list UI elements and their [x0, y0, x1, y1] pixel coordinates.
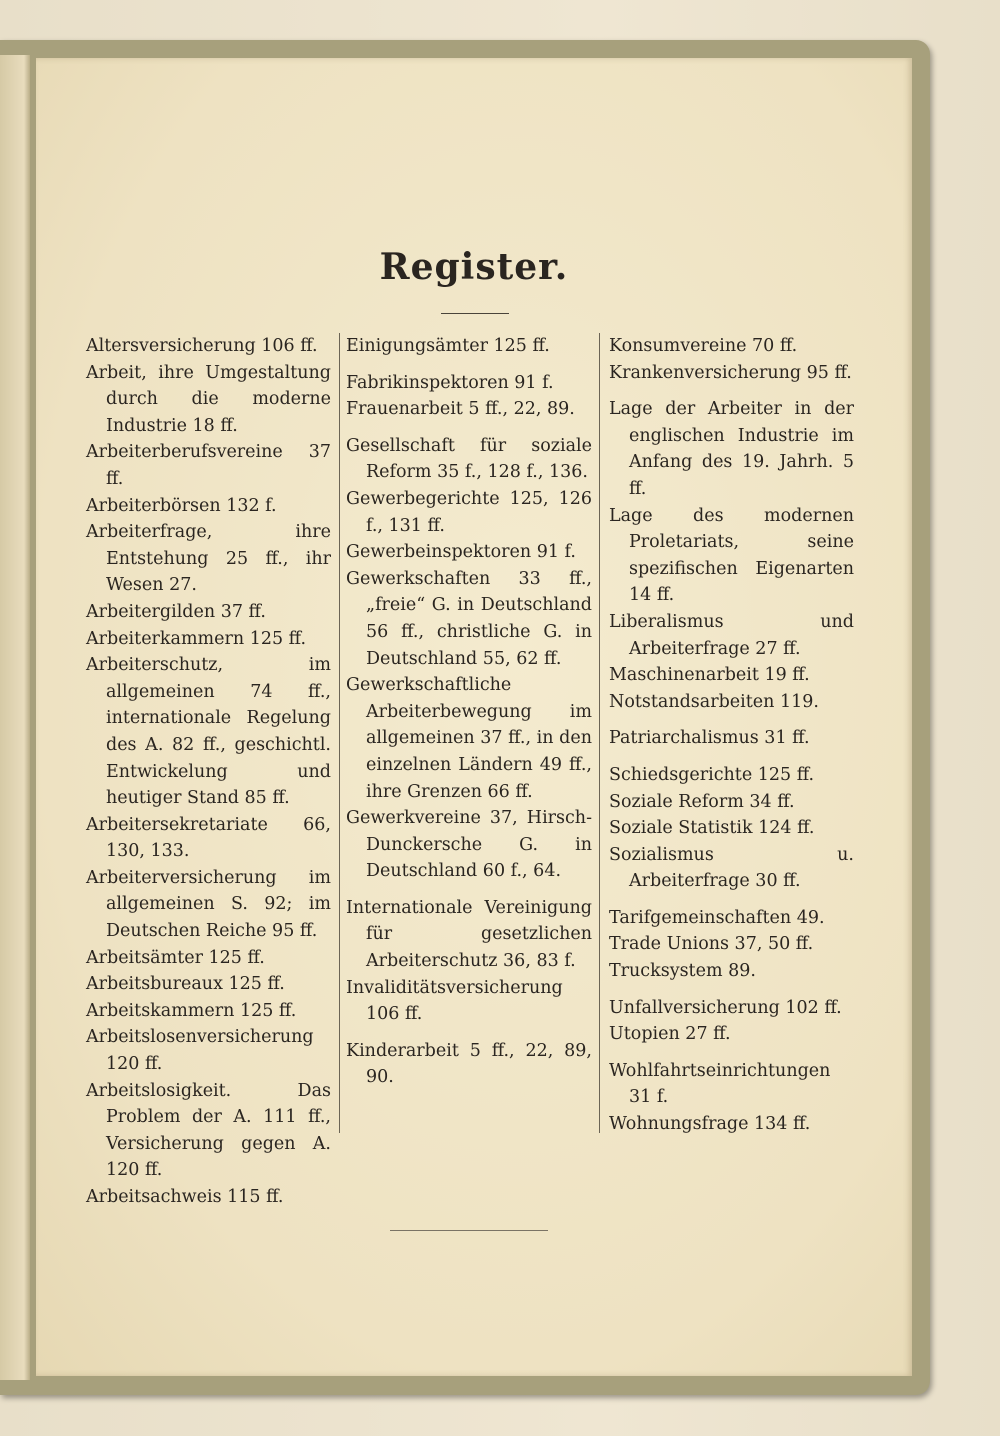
index-entry: Gewerkschaftliche Arbeiterbewegung im allgemeinen 37 ff., in den einzelnen Ländern 49 ff., ihre Grenzen 66 ff. — [346, 675, 592, 802]
index-entry: Arbeiterbörsen 132 f. — [86, 495, 277, 516]
index-entry: Invaliditätsversicherung 106 ff. — [346, 977, 563, 1025]
index-entry: Fabrikinspektoren 91 f. — [346, 372, 554, 393]
index-entry: Krankenversicherung 95 ff. — [609, 362, 852, 383]
index-entry: Kinderarbeit 5 ff., 22, 89, 90. — [346, 1040, 592, 1088]
index-entry: Arbeiterkammern 125 ff. — [86, 628, 307, 649]
index-entry: Liberalismus und Arbeiterfrage 27 ff. — [609, 611, 854, 659]
index-entry: Soziale Statistik 124 ff. — [609, 818, 815, 839]
index-entry: Arbeiterfrage, ihre Entstehung 25 ff., ihr Wesen 27. — [86, 522, 331, 596]
index-entry: Arbeitsbureaux 125 ff. — [86, 974, 285, 995]
index-entry: Arbeiterberufsvereine 37 ff. — [86, 442, 331, 489]
column-divider — [599, 333, 600, 1133]
index-entry: Gewerbeinspektoren 91 f. — [346, 542, 576, 563]
index-entry: Arbeitersekretariate 66, 130, 133. — [86, 814, 331, 862]
index-column-2 — [346, 333, 592, 1091]
index-entry: Arbeiterversicherung im allgemeinen S. 92; im Deutschen Reiche 95 ff. — [86, 867, 331, 942]
index-entry: Arbeiterschutz, im allgemeinen 74 ff., internationale Regelung des A. 82 ff., geschichtl. Entwickelung und heutiger Stand 85 ff. — [86, 655, 331, 809]
page-title: Register. — [379, 246, 569, 288]
index-column-3 — [609, 333, 854, 1138]
index-entry: Lage der Arbeiter in der englischen Industrie im Anfang des 19. Jahrh. 5 ff. — [609, 399, 854, 499]
index-entry: Wohlfahrtseinrichtungen 31 f. — [609, 1060, 831, 1108]
index-entry: Utopien 27 ff. — [609, 1024, 731, 1045]
index-entry: Gewerkschaften 33 ff., „freie“ G. in Deutschland 56 ff., christliche G. in Deutschland 55, 62 ff. — [346, 568, 592, 669]
index-entry: Trade Unions 37, 50 ff. — [609, 934, 814, 955]
column-divider — [339, 333, 340, 1133]
index-entry: Arbeitergilden 37 ff. — [86, 601, 266, 622]
index-entry: Internationale Vereinigung für gesetzlichen Arbeiterschutz 36, 83 f. — [346, 897, 592, 972]
index-entry: Arbeitslosigkeit. Das Problem der A. 111 ff., Versicherung gegen A. 120 ff. — [86, 1080, 331, 1181]
index-entry: Konsumvereine 70 ff. — [609, 336, 798, 356]
index-entry: Wohnungsfrage 134 ff. — [609, 1114, 811, 1135]
index-entry: Frauenarbeit 5 ff., 22, 89. — [346, 399, 575, 420]
index-entry: Maschinenarbeit 19 ff. — [609, 665, 810, 686]
index-entry: Gewerkvereine 37, Hirsch-Dunckersche G. in Deutschland 60 f., 64. — [346, 808, 592, 882]
index-column-1 — [86, 333, 331, 1211]
title-rule — [441, 313, 509, 314]
index-entry: Unfallversicherung 102 ff. — [609, 997, 842, 1018]
index-entry: Patriarchalismus 31 ff. — [609, 728, 810, 749]
index-entry: Arbeitslosenversicherung 120 ff. — [86, 1027, 314, 1075]
book-page — [36, 58, 912, 1376]
index-entry: Tarifgemeinschaften 49. — [609, 907, 825, 928]
index-entry: Lage des modernen Proletariats, seine spezifischen Eigenarten 14 ff. — [609, 505, 854, 606]
index-entry: Trucksystem 89. — [609, 961, 756, 982]
index-entry: Einigungsämter 125 ff. — [346, 336, 550, 356]
index-entry: Arbeitsämter 125 ff. — [86, 947, 265, 968]
index-entry: Arbeitsachweis 115 ff. — [86, 1187, 284, 1207]
index-entry: Gesellschaft für soziale Reform 35 f., 128 f., 136. — [346, 435, 592, 483]
index-entry: Soziale Reform 34 ff. — [609, 791, 795, 812]
index-entry: Gewerbegerichte 125, 126 f., 131 ff. — [346, 488, 592, 536]
index-entry: Notstandsarbeiten 119. — [609, 691, 819, 712]
index-entry: Arbeitskammern 125 ff. — [86, 1000, 297, 1021]
index-entry: Altersversicherung 106 ff. — [86, 336, 318, 356]
index-entry: Schiedsgerichte 125 ff. — [609, 764, 815, 785]
index-entry: Arbeit, ihre Umgestaltung durch die moderne Industrie 18 ff. — [86, 362, 331, 436]
left-page-edge — [0, 55, 30, 1380]
index-entry: Sozialismus u. Arbeiterfrage 30 ff. — [609, 844, 854, 892]
bottom-rule — [390, 1230, 548, 1231]
